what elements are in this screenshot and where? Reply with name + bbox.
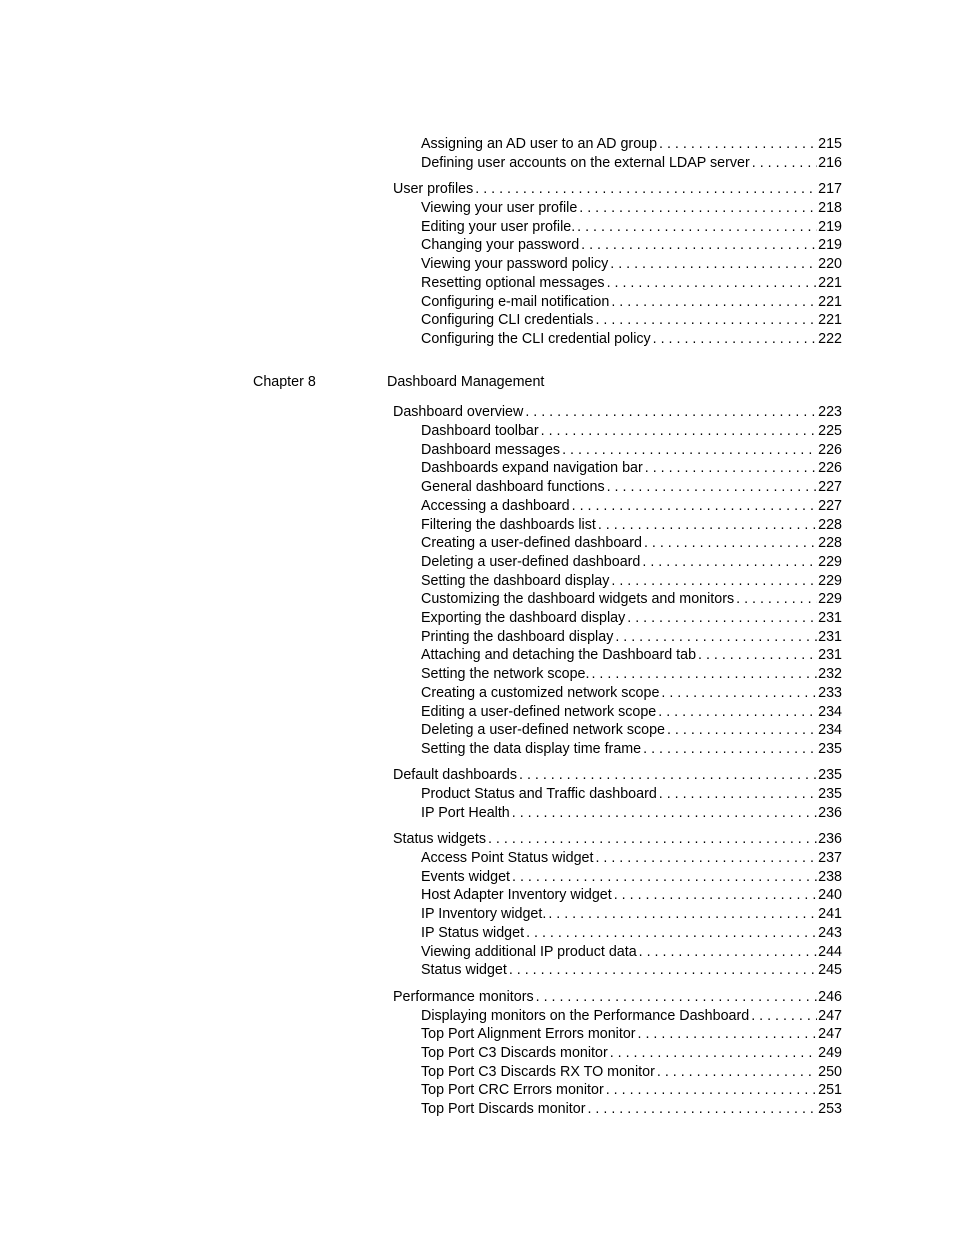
toc-entry xyxy=(421,218,842,237)
toc-entry-page: 244 xyxy=(818,944,842,960)
dot-leader xyxy=(604,1081,817,1100)
dot-leader xyxy=(637,943,817,962)
toc-entry-title: Displaying monitors on the Performance Dashboard xyxy=(421,1008,750,1024)
toc-entry-page: 219 xyxy=(818,219,842,235)
toc-entry-title: Status widgets xyxy=(393,831,486,847)
toc-entry-page: 222 xyxy=(818,331,842,347)
toc-entry xyxy=(421,924,842,943)
dot-leader xyxy=(659,684,817,703)
dot-leader xyxy=(608,255,817,274)
toc-entry-page: 250 xyxy=(818,1064,842,1080)
dot-leader xyxy=(625,609,817,628)
toc-entry-title: Top Port C3 Discards monitor xyxy=(421,1045,608,1061)
dot-leader xyxy=(510,868,817,887)
toc-entry-title: Printing the dashboard display xyxy=(421,629,614,645)
toc-entry xyxy=(421,1063,842,1082)
toc-entry-page: 225 xyxy=(818,423,842,439)
toc-entry-title: Product Status and Traffic dashboard xyxy=(421,786,657,802)
toc-entry-page: 236 xyxy=(818,805,842,821)
dot-leader xyxy=(593,849,817,868)
toc-entry-title: Setting the data display time frame xyxy=(421,741,642,757)
dot-leader xyxy=(657,135,817,154)
toc-entry-page: 217 xyxy=(818,181,842,197)
toc-entry-title: Events widget xyxy=(421,869,511,885)
toc-entry xyxy=(421,943,842,962)
toc-entry xyxy=(421,646,842,665)
toc-entry-page: 237 xyxy=(818,850,842,866)
dot-leader xyxy=(656,703,817,722)
dot-leader xyxy=(613,628,817,647)
toc-entry-title: Status widget xyxy=(421,962,507,978)
toc-entry-page: 221 xyxy=(818,275,842,291)
toc-entry-title: Viewing your user profile xyxy=(421,200,578,216)
dot-leader xyxy=(507,961,817,980)
toc-entry-page: 235 xyxy=(818,786,842,802)
chapter-label: Chapter 8 xyxy=(253,374,316,390)
toc-entry-page: 219 xyxy=(818,237,842,253)
toc-entry-title: Dashboard messages xyxy=(421,442,561,458)
dot-leader xyxy=(640,553,817,572)
dot-leader xyxy=(585,1100,817,1119)
toc-entry-title: Viewing your password policy xyxy=(421,256,609,272)
toc-entry-page: 234 xyxy=(818,722,842,738)
toc-entry xyxy=(421,684,842,703)
toc-entry-page: 223 xyxy=(818,404,842,420)
dot-leader xyxy=(651,330,817,349)
toc-entry-page: 227 xyxy=(818,498,842,514)
toc-entry-page: 228 xyxy=(818,535,842,551)
toc-entry-title: Attaching and detaching the Dashboard tab xyxy=(421,647,697,663)
toc-entry-page: 247 xyxy=(818,1008,842,1024)
toc-entry-title: IP Port Health xyxy=(421,805,510,821)
toc-entry xyxy=(421,572,842,591)
toc-entry-page: 243 xyxy=(818,925,842,941)
dot-leader xyxy=(641,740,817,759)
toc-entry xyxy=(393,403,842,422)
toc-entry xyxy=(421,905,842,924)
toc-entry xyxy=(421,1025,842,1044)
dot-leader xyxy=(750,154,817,173)
toc-entry-title: Editing your user profile. xyxy=(421,219,576,235)
toc-entry-title: Host Adapter Inventory widget xyxy=(421,887,612,903)
toc-entry xyxy=(421,459,842,478)
toc-entry-title: General dashboard functions xyxy=(421,479,605,495)
toc-entry xyxy=(421,274,842,293)
toc-entry-title: Configuring the CLI credential policy xyxy=(421,331,651,347)
dot-leader xyxy=(560,441,817,460)
chapter-title: Dashboard Management xyxy=(387,374,545,390)
dot-leader xyxy=(546,905,817,924)
dot-leader xyxy=(655,1063,817,1082)
toc-entry-title: Filtering the dashboards list xyxy=(421,517,596,533)
toc-entry-page: 221 xyxy=(818,312,842,328)
dot-leader xyxy=(577,199,817,218)
toc-entry-title: Dashboard overview xyxy=(393,404,524,420)
toc-entry xyxy=(421,886,842,905)
toc-entry xyxy=(393,988,842,1007)
toc-entry xyxy=(421,1007,842,1026)
toc-entry-page: 216 xyxy=(818,155,842,171)
toc-entry-page: 245 xyxy=(818,962,842,978)
dot-leader xyxy=(523,403,817,422)
toc-entry-page: 218 xyxy=(818,200,842,216)
toc-entry-page: 221 xyxy=(818,294,842,310)
dot-leader xyxy=(473,180,817,199)
toc-entry-page: 233 xyxy=(818,685,842,701)
toc-entry-page: 215 xyxy=(818,136,842,152)
dot-leader xyxy=(534,988,818,1007)
dot-leader xyxy=(570,497,818,516)
toc-entry xyxy=(421,721,842,740)
toc-entry-title: Creating a customized network scope xyxy=(421,685,660,701)
toc-entry-page: 236 xyxy=(818,831,842,847)
dot-leader xyxy=(665,721,817,740)
toc-entry xyxy=(421,534,842,553)
toc-entry-page: 235 xyxy=(818,767,842,783)
toc-entry xyxy=(421,1081,842,1100)
toc-entry xyxy=(421,422,842,441)
toc-entry xyxy=(421,703,842,722)
toc-entry xyxy=(421,665,842,684)
dot-leader xyxy=(596,516,817,535)
toc-entry xyxy=(421,330,842,349)
toc-entry-page: 226 xyxy=(818,442,842,458)
toc-entry-page: 247 xyxy=(818,1026,842,1042)
toc-entry-page: 246 xyxy=(818,989,842,1005)
toc-entry-title: Assigning an AD user to an AD group xyxy=(421,136,658,152)
toc-entry-title: Default dashboards xyxy=(393,767,517,783)
toc-entry-title: Configuring e-mail notification xyxy=(421,294,610,310)
toc-entry-page: 220 xyxy=(818,256,842,272)
dot-leader xyxy=(609,293,817,312)
toc-entry-page: 238 xyxy=(818,869,842,885)
toc-entry-title: Access Point Status widget xyxy=(421,850,594,866)
toc-entry xyxy=(421,553,842,572)
dot-leader xyxy=(696,646,817,665)
toc-entry xyxy=(421,1044,842,1063)
dot-leader xyxy=(636,1025,818,1044)
toc-entry-title: Exporting the dashboard display xyxy=(421,610,626,626)
toc-entry xyxy=(421,609,842,628)
toc-entry xyxy=(421,255,842,274)
dot-leader xyxy=(642,534,817,553)
toc-entry-title: Top Port Alignment Errors monitor xyxy=(421,1026,636,1042)
dot-leader xyxy=(593,311,817,330)
toc-entry-page: 226 xyxy=(818,460,842,476)
toc-entry xyxy=(393,766,842,785)
toc-entry-page: 228 xyxy=(818,517,842,533)
toc-entry xyxy=(421,1100,842,1119)
toc-entry-page: 253 xyxy=(818,1101,842,1117)
toc-entry-title: Defining user accounts on the external LDAP server xyxy=(421,155,750,171)
toc-entry xyxy=(421,849,842,868)
dot-leader xyxy=(486,830,817,849)
dot-leader xyxy=(517,766,817,785)
dot-leader xyxy=(608,1044,817,1063)
toc-entry-title: Setting the network scope. xyxy=(421,666,590,682)
dot-leader xyxy=(510,804,817,823)
dot-leader xyxy=(575,218,817,237)
toc-entry xyxy=(421,236,842,255)
toc-entry-page: 231 xyxy=(818,647,842,663)
toc-entry xyxy=(421,785,842,804)
toc-entry-page: 234 xyxy=(818,704,842,720)
toc-entry xyxy=(421,154,842,173)
toc-entry xyxy=(421,135,842,154)
toc-entry-title: IP Status widget xyxy=(421,925,525,941)
toc-entry-page: 229 xyxy=(818,554,842,570)
toc-entry-page: 231 xyxy=(818,610,842,626)
toc-entry-title: User profiles xyxy=(393,181,474,197)
toc-entry-page: 229 xyxy=(818,591,842,607)
toc-entry-title: Configuring CLI credentials xyxy=(421,312,594,328)
toc-entry-page: 229 xyxy=(818,573,842,589)
toc-entry xyxy=(421,311,842,330)
toc-entry-title: Setting the dashboard display xyxy=(421,573,610,589)
toc-entry-title: Accessing a dashboard xyxy=(421,498,570,514)
toc-entry-title: Top Port Discards monitor xyxy=(421,1101,586,1117)
toc-entry-title: Editing a user-defined network scope xyxy=(421,704,657,720)
toc-entry xyxy=(421,497,842,516)
dot-leader xyxy=(579,236,817,255)
toc-entry xyxy=(421,961,842,980)
toc-entry xyxy=(421,740,842,759)
dot-leader xyxy=(605,274,818,293)
toc-entry-title: Top Port C3 Discards RX TO monitor xyxy=(421,1064,655,1080)
dot-leader xyxy=(589,665,817,684)
toc-entry-page: 241 xyxy=(818,906,842,922)
toc-entry-page: 231 xyxy=(818,629,842,645)
toc-entry-title: Performance monitors xyxy=(393,989,534,1005)
toc-entry xyxy=(393,180,842,199)
toc-entry xyxy=(421,516,842,535)
toc-entry-page: 227 xyxy=(818,479,842,495)
toc-entry-page: 249 xyxy=(818,1045,842,1061)
toc-entry-title: Deleting a user-defined dashboard xyxy=(421,554,641,570)
toc-entry xyxy=(421,804,842,823)
toc-entry xyxy=(421,441,842,460)
toc-entry-page: 251 xyxy=(818,1082,842,1098)
dot-leader xyxy=(612,886,817,905)
toc-entry-title: Top Port CRC Errors monitor xyxy=(421,1082,604,1098)
dot-leader xyxy=(605,478,818,497)
toc-entry xyxy=(421,868,842,887)
toc-entry-page: 235 xyxy=(818,741,842,757)
toc-entry-title: Dashboard toolbar xyxy=(421,423,539,439)
toc-entry-title: Viewing additional IP product data xyxy=(421,944,637,960)
dot-leader xyxy=(734,590,817,609)
toc-entry-title: Deleting a user-defined network scope xyxy=(421,722,665,738)
dot-leader xyxy=(609,572,817,591)
toc-entry-title: Creating a user-defined dashboard xyxy=(421,535,642,551)
toc-entry-title: Resetting optional messages xyxy=(421,275,605,291)
toc-entry-title: Customizing the dashboard widgets and monitors xyxy=(421,591,735,607)
toc-entry xyxy=(421,293,842,312)
dot-leader xyxy=(749,1007,817,1026)
toc-entry-title: Dashboards expand navigation bar xyxy=(421,460,643,476)
toc-entry xyxy=(421,478,842,497)
dot-leader xyxy=(657,785,817,804)
toc-entry xyxy=(421,590,842,609)
dot-leader xyxy=(643,459,817,478)
dot-leader xyxy=(524,924,817,943)
toc-entry xyxy=(393,830,842,849)
toc-entry-page: 232 xyxy=(818,666,842,682)
toc-entry xyxy=(421,199,842,218)
toc-entry-title: IP Inventory widget. xyxy=(421,906,547,922)
dot-leader xyxy=(539,422,818,441)
toc-entry-page: 240 xyxy=(818,887,842,903)
toc-entry xyxy=(421,628,842,647)
toc-entry-title: Changing your password xyxy=(421,237,580,253)
